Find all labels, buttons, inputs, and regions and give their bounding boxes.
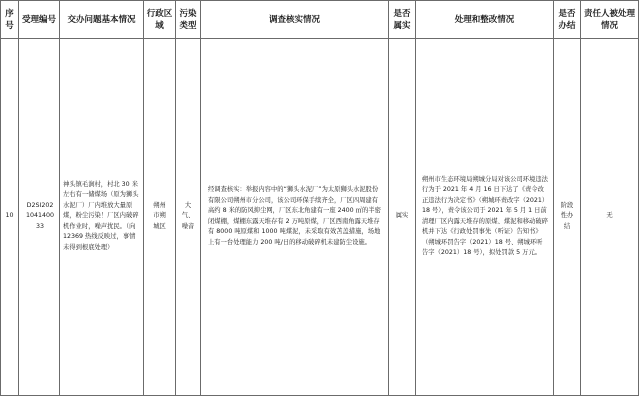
header-seq: 序号	[1, 1, 19, 38]
header-basic-situation: 交办问题基本情况	[60, 1, 144, 38]
row-district	[144, 38, 176, 395]
header-handling: 处理和整改情况	[416, 1, 554, 38]
row-basic-situation	[60, 38, 144, 395]
row-true-flag-text: 属实	[395, 212, 409, 220]
row-accept-no-text: D2SI202104140033	[25, 201, 55, 230]
row-seq	[1, 38, 19, 395]
header-true-flag: 是否属实	[389, 1, 416, 38]
row-survey-text: 经调查核实：举报内容中的“狮头水泥厂”为太原狮头水泥股份有限公司朔州市分公司，该公司环保手续齐全，厂区四周建有高约 8 米的防风抑尘网，厂区东北角建有一座 2400 ㎡的半密闭煤棚，煤棚东露天堆存有 2 万吨原煤，厂区西南角露天堆存有 8000 吨原煤和 1000 吨煤泥，未采取有效苫盖措施，场地上有一台处理能力 200 吨/日的移动破碎机未建防尘设施。	[208, 186, 381, 246]
table-header-row	[1, 1, 638, 39]
row-basic-text: 神头镇毛涧村，村北 30 米左右有一储煤场（原为狮头水泥厂）厂内堆放大量原煤，粉尘污染！厂区内破碎机作业时，噪声扰民。（向 12369 热线反映过，事情未得到根底处理）	[63, 180, 139, 251]
table-row	[1, 38, 638, 395]
header-pollution-type: 污染类型	[176, 1, 201, 38]
header-accept-no: 受理编号	[19, 1, 60, 38]
row-closed	[554, 38, 581, 395]
row-district-text: 朔州市朔城区	[153, 201, 166, 230]
header-closed: 是否办结	[554, 1, 581, 38]
row-handling	[416, 38, 554, 395]
row-survey	[201, 38, 389, 395]
row-true-flag	[389, 38, 416, 395]
header-survey: 调查核实情况	[201, 1, 389, 38]
header-accountability: 责任人被处理情况	[583, 8, 635, 31]
row-seq-text: 10	[5, 212, 14, 220]
row-accountability	[581, 38, 638, 395]
row-accountability-text: 无	[606, 212, 613, 220]
row-pollution-text: 大气、噪音	[181, 201, 195, 230]
row-pollution-type	[176, 38, 201, 395]
row-accept-no	[19, 38, 60, 395]
row-handling-text: 朔州市生态环境局朔城分局对该公司环境违法行为于 2021 年 4 月 16 日下达了《责令改正违法行为决定书》（朔城环责改字（2021）18 号），责令该公司于 2021 年 5 月 1 日前清理厂区内露天堆存的原煤、煤泥和移动破碎机并下达《行政处罚事先（听证）告知书》（朔城环罚告字（2021）18 号、朔城环听告字（2021）18 号），拟处罚款 5 万元。	[422, 175, 548, 256]
header-district: 行政区域	[144, 1, 176, 38]
row-closed-text: 阶段性办结	[560, 201, 574, 230]
